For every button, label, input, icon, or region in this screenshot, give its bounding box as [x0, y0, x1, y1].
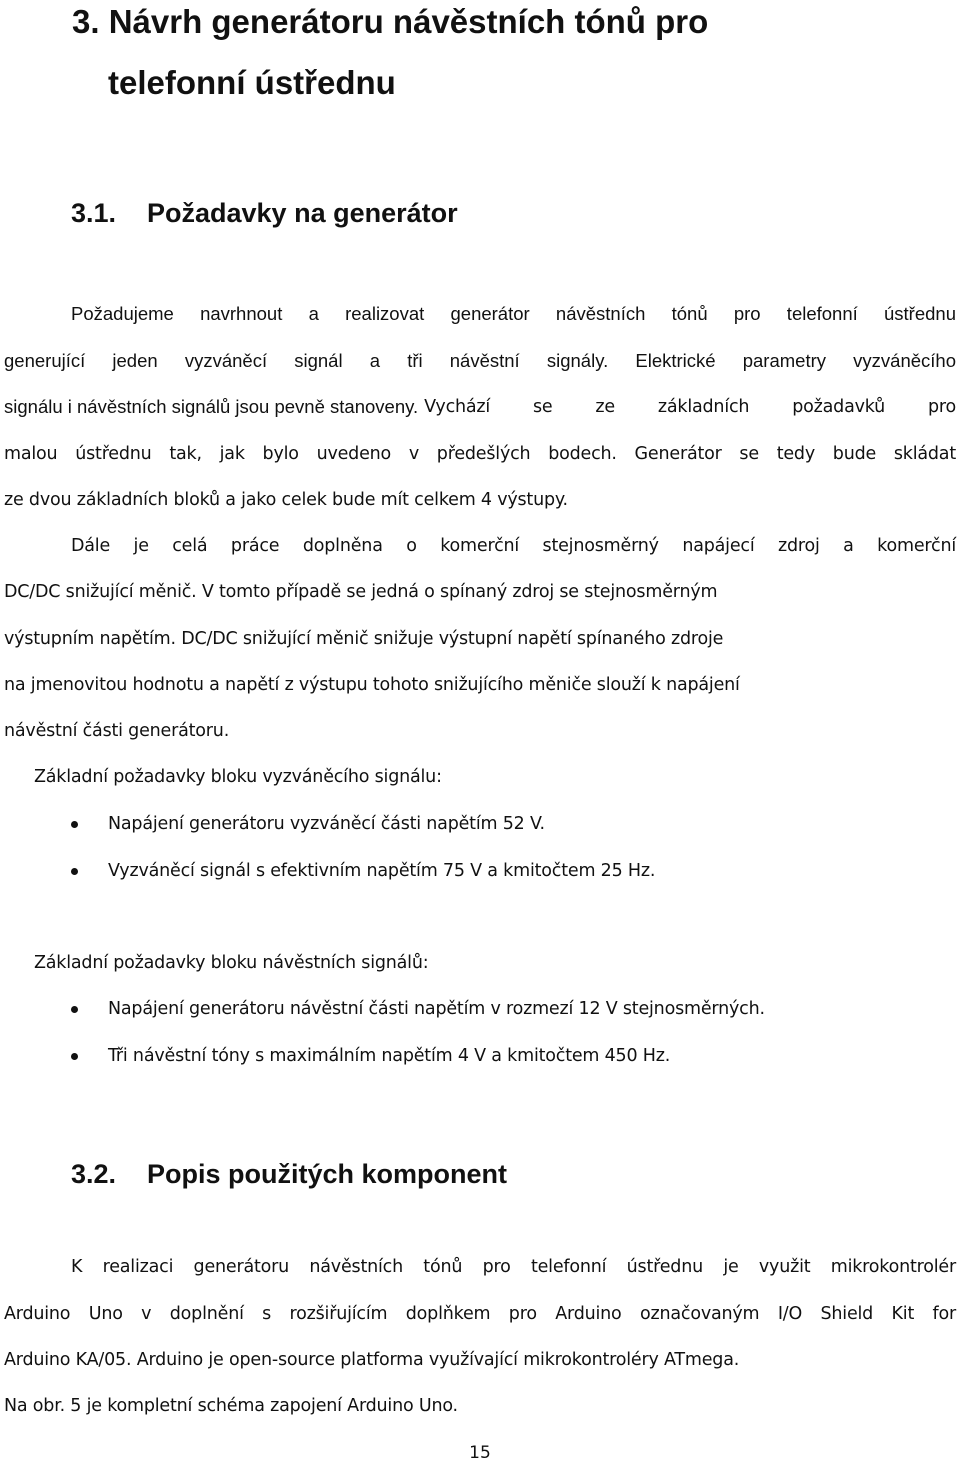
signal-requirement-2: Tři návěstní tóny s maximálním napětím 4 V a kmitočtem 450 Hz.: [108, 1046, 671, 1066]
bullet-icon: [71, 1006, 78, 1013]
paragraph-3-line-1: K realizaci generátoru návěstních tónů pro telefonní ústřednu je využit mikrokontrolér: [71, 1257, 956, 1277]
paragraph-1-line-5: ze dvou základních bloků a jako celek bude mít celkem 4 výstupy.: [4, 490, 568, 510]
paragraph-3-line-2: Arduino Uno v doplnění s rozšiřujícím doplňkem pro Arduino označovaným I/O Shield Kit for: [4, 1304, 956, 1324]
paragraph-1-line-3: [4, 394, 956, 420]
paragraph-2-line-4: na jmenovitou hodnotu a napětí z výstupu tohoto snižujícího měniče slouží k napájení: [4, 675, 740, 695]
paragraph-1-line-4: malou ústřednu tak, jak bylo uvedeno v předešlých bodech. Generátor se tedy bude skládat: [4, 444, 956, 464]
section-3-1-number: 3.1.: [71, 198, 117, 228]
chapter-heading-line-1: 3. Návrh generátoru návěstních tónů pro: [72, 3, 709, 40]
bullet-icon: [71, 821, 78, 828]
paragraph-1-line-2: generující jeden vyzváněcí signál a tři návěstní signály. Elektrické parametry vyzváněcího: [4, 350, 956, 371]
paragraph-2-line-5: návěstní části generátoru.: [4, 721, 230, 741]
paragraph-2-line-3: výstupním napětím. DC/DC snižující měnič snižuje výstupní napětí spínaného zdroje: [4, 629, 724, 649]
ringing-block-heading: Základní požadavky bloku vyzváněcího signálu:: [34, 767, 442, 787]
ringing-requirement-1: Napájení generátoru vyzváněcí části napětím 52 V.: [108, 814, 545, 834]
paragraph-1-line-1: Požadujeme navrhnout a realizovat generátor návěstních tónů pro telefonní ústřednu: [71, 303, 956, 324]
page-number: 15: [469, 1443, 491, 1463]
section-3-2-number: 3.2.: [71, 1159, 117, 1189]
signal-requirement-1: Napájení generátoru návěstní části napětím v rozmezí 12 V stejnosměrných.: [108, 999, 765, 1019]
paragraph-2-line-2: DC/DC snižující měnič. V tomto případě se jedná o spínaný zdroj se stejnosměrným: [4, 582, 718, 602]
bullet-icon: [71, 868, 78, 875]
section-3-2-title: Popis použitých komponent: [147, 1159, 508, 1189]
signal-block-heading: Základní požadavky bloku návěstních signálů:: [34, 953, 429, 973]
bullet-icon: [71, 1053, 78, 1060]
paragraph-3-line-3: Arduino KA/05. Arduino je open-source platforma využívající mikrokontroléry ATmega.: [4, 1350, 740, 1370]
paragraph-1-line-3-part-a: signálu i návěstních signálů jsou pevně stanoveny.: [4, 396, 419, 417]
paragraph-3-line-4: Na obr. 5 je kompletní schéma zapojení Arduino Uno.: [4, 1396, 458, 1416]
section-3-1-title: Požadavky na generátor: [147, 198, 458, 228]
ringing-requirement-2: Vyzváněcí signál s efektivním napětím 75 V a kmitočtem 25 Hz.: [108, 861, 656, 881]
paragraph-1-line-3-part-b: Vychází se ze základních požadavků pro: [424, 397, 956, 417]
chapter-heading-line-2: telefonní ústřednu: [108, 64, 396, 101]
paragraph-2-line-1: Dále je celá práce doplněna o komerční stejnosměrný napájecí zdroj a komerční: [71, 536, 956, 556]
